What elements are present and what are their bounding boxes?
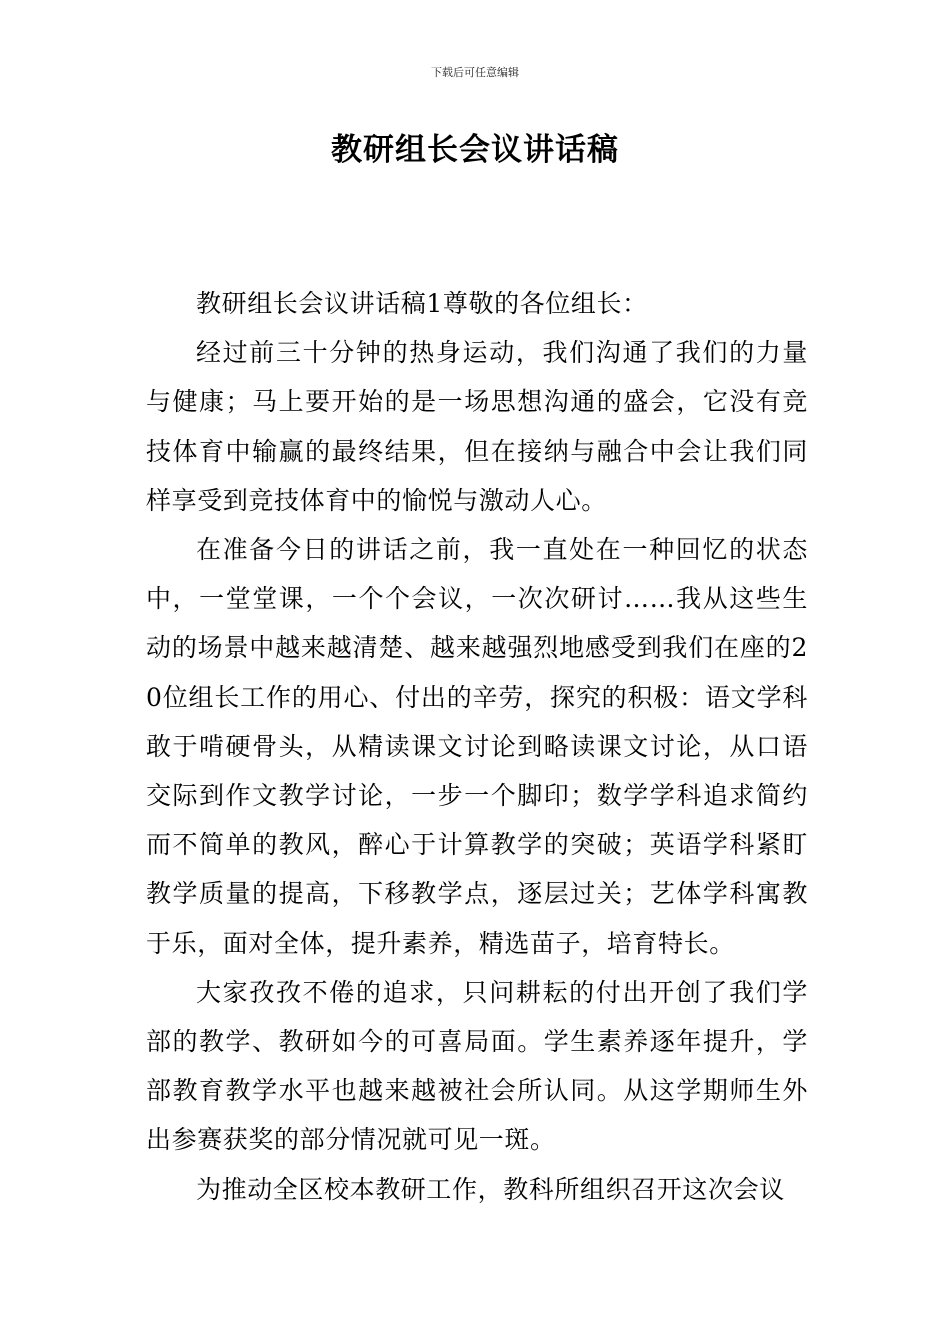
paragraph: 经过前三十分钟的热身运动，我们沟通了我们的力量与健康；马上要开始的是一场思想沟通的盛会，它没有竞技体育中输赢的最终结果，但在接纳与融合中会让我们同样享受到竞技体育中的愉悦与激动人心。	[146, 338, 808, 515]
paragraph: 为推动全区校本教研工作，教科所组织召开这次会议	[196, 1174, 785, 1204]
paragraph: 大家孜孜不倦的追求，只问耕耘的付出开创了我们学部的教学、教研如今的可喜局面。学生素养逐年提升，学部教育教学水平也越来越被社会所认同。从这学期师生外出参赛获奖的部分情况就可见一斑。	[146, 977, 808, 1155]
paragraph: 教研组长会议讲话稿1尊敬的各位组长：	[196, 289, 648, 318]
document-body	[146, 279, 808, 1214]
paragraph: 在准备今日的讲话之前，我一直处在一种回忆的状态中，一堂堂课，一个个会议，一次次研讨……我从这些生动的场景中越来越清楚、越来越强烈地感受到我们在座的20位组长工作的用心、付出的辛劳，探究的积极：语文学科敢于啃硬骨头，从精读课文讨论到略读课文讨论，从口语交际到作文教学讨论，一步一个脚印；数学学科追求简约而不简单的教风，醉心于计算教学的突破；英语学科紧盯教学质量的提高，下移教学点，逐层过关；艺体学科寓教于乐，面对全体，提升素养，精选苗子，培育特长。	[146, 535, 808, 958]
page-title: 教研组长会议讲话稿	[331, 132, 619, 168]
header-note: 下载后可任意编辑	[431, 66, 519, 79]
